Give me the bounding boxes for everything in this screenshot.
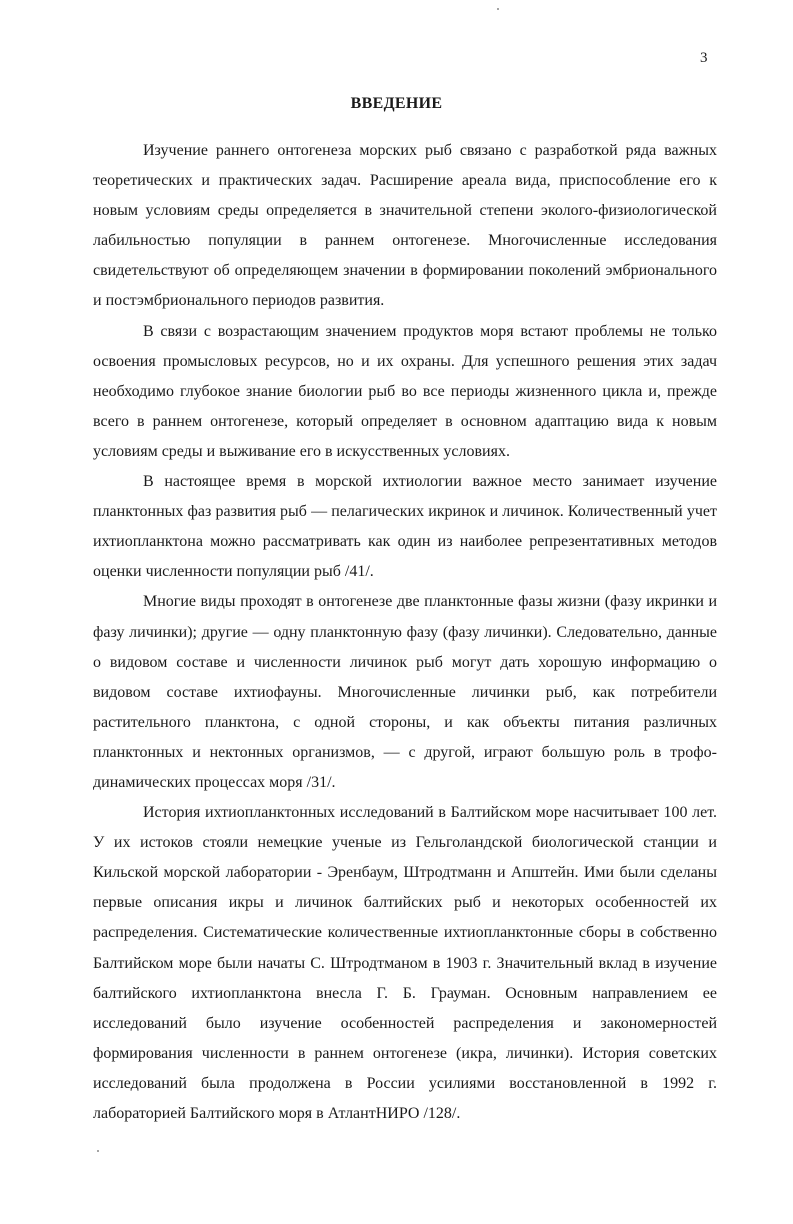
paragraph-4: Многие виды проходят в онтогенезе две планктонные фазы жизни (фазу икринки и фазу личинки); другие — одну планктонную фазу (фазу личинки). Следовательно, данные о видовом составе и численности личинок рыб могут дать хорошую информацию о видовом составе ихтиофауны. Многочисленные личинки рыб, как потребители растительного планктона, с одной стороны, и как объекты питания различных планктонных и нектонных организмов, — с другой, играют большую роль в трофо-динамических процессах моря /31/. (93, 593, 717, 791)
paragraph-1: Изучение раннего онтогенеза морских рыб связано с разработкой ряда важных теоретических и практических задач. Расширение ареала вида, приспособление его к новым условиям среды определяется в значительной степени эколого-физиологической лабильностью популяции в раннем онтогенезе. Многочисленные исследования свидетельствуют об определяющем значении в формировании поколений эмбрионального и постэмбрионального периодов развития. (93, 142, 717, 310)
scan-speck (497, 8, 499, 10)
page-number: 3 (700, 50, 708, 66)
section-title: ВВЕДЕНИЕ (350, 95, 443, 112)
paragraph-5: История ихтиопланктонных исследований в Балтийском море насчитывает 100 лет. У их истоков стояли немецкие ученые из Гельголандской биологической станции и Кильской морской лаборатории - Эренбаум, Штродтманн и Апштейн. Ими были сделаны первые описания икры и личинок балтийских рыб и некоторых особенностей их распределения. Систематические количественные ихтиопланктонные сборы в собственно Балтийском море были начаты С. Штродтманом в 1903 г. Значительный вклад в изучение балтийского ихтиопланктона внесла Г. Б. Грауман. Основным направлением ее исследований было изучение особенностей распределения и закономерностей формирования численности в раннем онтогенезе (икра, личинки). История советских исследований была продолжена в России усилиями восстановленной в 1992 г. лабораторией Балтийского моря в АтлантНИРО /128/. (93, 804, 717, 1122)
paragraph-2: В связи с возрастающим значением продуктов моря встают проблемы не только освоения промысловых ресурсов, но и их охраны. Для успешного решения этих задач необходимо глубокое знание биологии рыб во все периоды жизненного цикла и, прежде всего в раннем онтогенезе, который определяет в основном адаптацию вида к новым условиям среды и выживание его в искусственных условиях. (93, 322, 717, 460)
scan-speck (97, 1150, 99, 1152)
body-text (93, 136, 717, 1129)
paragraph-3: В настоящее время в морской ихтиологии важное место занимает изучение планктонных фаз развития рыб — пелагических икринок и личинок. Количественный учет ихтиопланктона можно рассматривать как один из наиболее репрезентативных методов оценки численности популяции рыб /41/. (93, 473, 717, 581)
